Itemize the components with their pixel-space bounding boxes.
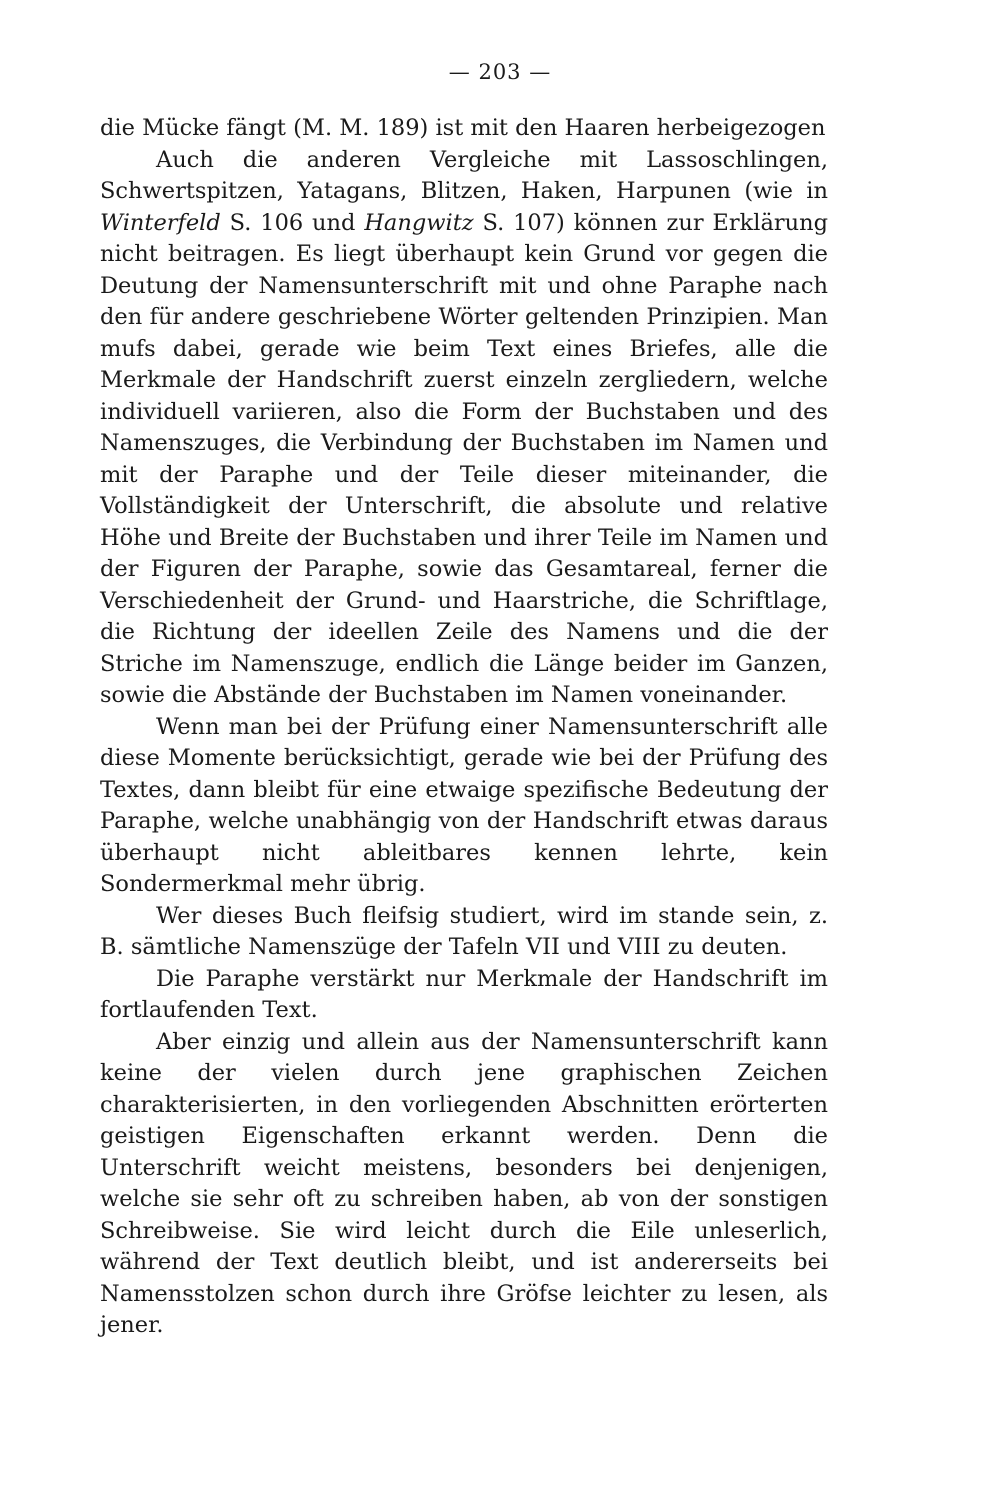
author-reference: Hangwitz [364,209,474,236]
paragraph [100,1027,828,1342]
text-segment: S. 107) können zur Erklärung nicht beitragen. Es liegt überhaupt kein Grund vor gegen die Deutung der Namensunterschrift mit und ohne Paraphe nach den für andere geschriebene Wörter geltenden Prinzipien. Man mufs dabei, gerade wie beim Text eines Briefes, alle die Merkmale der Handschrift zuerst einzeln zergliedern, welche individuell variieren, also die Form der Buchstaben und des Namenszuges, die Verbindung der Buchstaben im Namen und mit der Paraphe und der Teile dieser miteinander, die Vollständigkeit der Unterschrift, die absolute und relative Höhe und Breite der Buchstaben und ihrer Teile im Namen und der Figuren der Paraphe, sowie das Gesamtareal, ferner die Verschiedenheit der Grund- und Haarstriche, die Schriftlage, die Richtung der ideellen Zeile des Namens und die der Striche im Namenszuge, endlich die Länge beider im Ganzen, sowie die Abstände der Buchstaben im Namen voneinander. [100,209,829,708]
text-segment: Aber einzig und allein aus der Namensunterschrift kann keine der vielen durch jene graphischen Zeichen charakterisierten, in den vorliegenden Abschnitten erörterten geistigen Eigenschaften erkannt werden. Denn die Unterschrift weicht meistens, besonders bei denjenigen, welche sie sehr oft zu schreiben haben, ab von der sonstigen Schreibweise. Sie wird leicht durch die Eile unleserlich, während der Text deutlich bleibt, und ist andererseits bei Namensstolzen schon durch ihre Gröfse leichter zu lesen, als jener. [100,1028,828,1338]
paragraph [100,901,828,964]
page-number: — 203 — [448,60,552,84]
text-segment: Wenn man bei der Prüfung einer Namensunterschrift alle diese Momente berücksichtigt, gerade wie bei der Prüfung des Textes, dann bleibt für eine etwaige spezifische Bedeutung der Paraphe, welche unabhängig von der Handschrift etwas daraus überhaupt nicht ableitbares kennen lehrte, kein Sondermerkmal mehr übrig. [100,713,828,897]
text-segment: Die Paraphe verstärkt nur Merkmale der Handschrift im fortlaufenden Text. [100,965,828,1023]
text-segment: Auch die anderen Vergleiche mit Lassoschlingen, Schwertspitzen, Yatagans, Blitzen, Haken, Harpunen (wie in [100,146,828,204]
paragraph [100,712,828,901]
text-segment: S. 106 und [220,209,365,236]
text-segment: die Mücke fängt (M. M. 189) ist mit den Haaren herbeigezogen [100,115,826,141]
text-segment: Wer dieses Buch fleifsig studiert, wird im stande sein, z. B. sämtliche Namenszüge der Tafeln VII und VIII zu deuten. [100,902,828,960]
paragraph [100,113,828,145]
paragraph [100,145,828,712]
author-reference: Winterfeld [100,209,221,236]
paragraph [100,964,828,1027]
body-text [100,113,828,1342]
